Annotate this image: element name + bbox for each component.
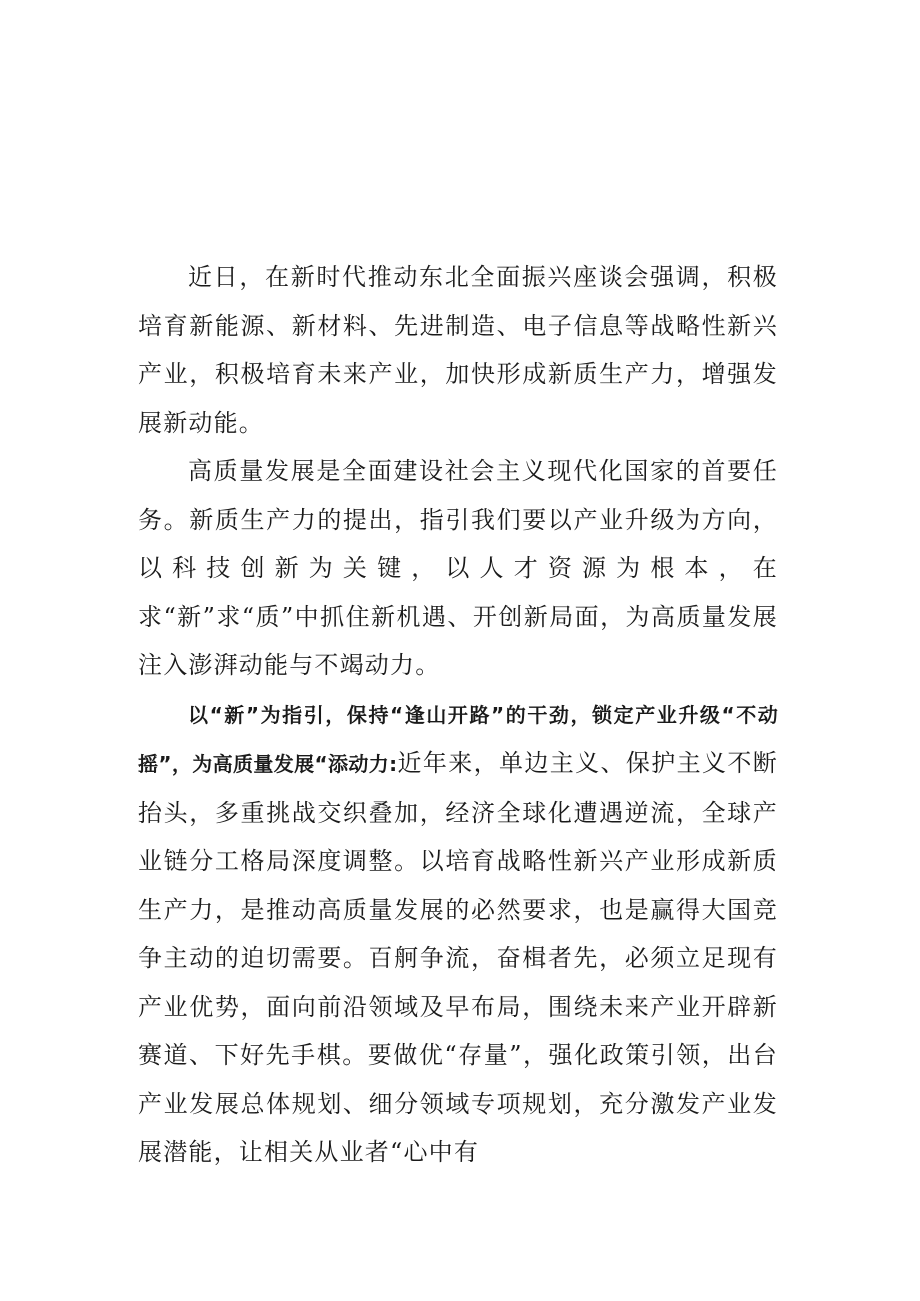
paragraph-3-lead: 以“新”为指引，保持“逢山开路”的干劲，锁定产业升级“不动摇”，为高质量发展“添动力: bbox=[138, 702, 778, 776]
paragraph-2-text: 高质量发展是全面建设社会主义现代化国家的首要任务。新质生产力的提出，指引我们要以产业升级为方向，以科技创新为关键，以人才资源为根本，在求“新”求“质”中抓住新机遇、开创新局面，为高质量发展注入澎湃动能与不竭动力。 bbox=[138, 457, 778, 679]
paragraph-3-text: 近年来，单边主义、保护主义不断抬头，多重挑战交织叠加，经济全球化遭遇逆流，全球产业链分工格局深度调整。以培育战略性新兴产业形成新质生产力，是推动高质量发展的必然要求，也是赢得大国竞争主动的迫切需要。百舸争流，奋楫者先，必须立足现有产业优势，面向前沿领域及早布局，围绕未来产业开辟新赛道、下好先手棋。要做优“存量”，强化政策引领，出台产业发展总体规划、细分领域专项规划，充分激发产业发展潜能，让相关从业者“心中有 bbox=[138, 749, 779, 1166]
paragraph-3 bbox=[138, 690, 778, 1177]
body-text bbox=[138, 253, 778, 1177]
paragraph-1-text: 近日，在新时代推动东北全面振兴座谈会强调，积极培育新能源、新材料、先进制造、电子信息等战略性新兴产业，积极培育未来产业，加快形成新质生产力，增强发展新动能。 bbox=[138, 263, 778, 437]
paragraph-2 bbox=[138, 447, 778, 690]
paragraph-1 bbox=[138, 253, 778, 447]
